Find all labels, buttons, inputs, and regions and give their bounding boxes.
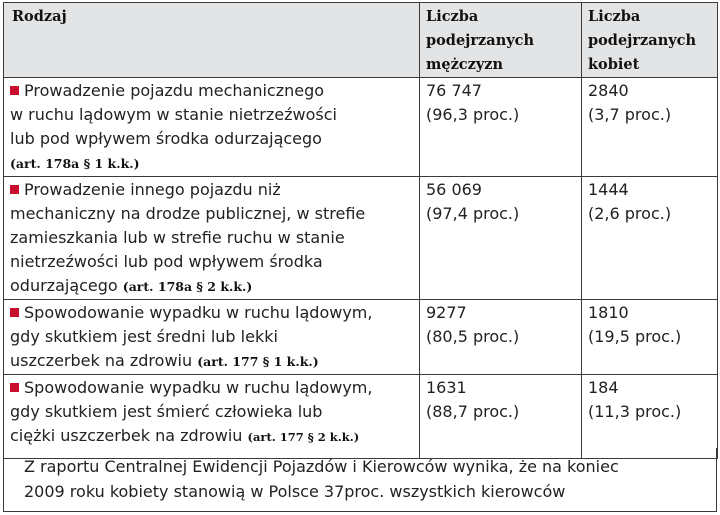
women-cell	[582, 375, 718, 459]
footnote	[3, 448, 717, 512]
bullet-marker	[10, 86, 19, 95]
women-count: 2840	[588, 81, 629, 100]
men-cell	[420, 78, 582, 177]
men-count: 76 747	[426, 81, 482, 100]
footnote-line: Z raportu Centralnej Ewidencji Pojazdów i Kierowców wynika, że na koniec	[24, 457, 619, 476]
header-row	[4, 3, 718, 78]
law-reference: (art. 177 § 1 k.k.)	[197, 354, 319, 369]
bullet-marker	[10, 185, 19, 194]
women-count: 184	[588, 378, 619, 397]
table-row	[4, 78, 718, 177]
women-percent: (3,7 proc.)	[588, 105, 672, 124]
offense-description: Spowodowanie wypadku w ruchu lądowym, gdy skutkiem jest śmierć człowieka lub ciężki uszczerbek na zdrowiu (art. 177 § 2 k.k.)	[4, 375, 420, 459]
men-percent: (88,7 proc.)	[426, 402, 520, 421]
law-reference: (art. 178a § 1 k.k.)	[10, 156, 140, 171]
header-women: Liczba podejrzanych kobiet	[582, 3, 718, 78]
women-percent: (19,5 proc.)	[588, 327, 682, 346]
men-count: 1631	[426, 378, 467, 397]
footnote-line: 2009 roku kobiety stanowią w Polsce 37proc. wszystkich kierowców	[24, 482, 566, 501]
offense-description: Prowadzenie pojazdu mechanicznego w ruchu lądowym w stanie nietrzeźwości lub pod wpływem środka odurzającego (art. 178a § 1 k.k.)	[4, 78, 420, 177]
women-cell	[582, 300, 718, 375]
header-men: Liczba podejrzanych mężczyzn	[420, 3, 582, 78]
offense-description: Prowadzenie innego pojazdu niż mechaniczny na drodze publicznej, w strefie zamieszkania lub w strefie ruchu w stanie nietrzeźwości lub pod wpływem środka odurzającego (art. 178a § 2 k.k.)	[4, 177, 420, 300]
men-percent: (80,5 proc.)	[426, 327, 520, 346]
men-count: 9277	[426, 303, 467, 322]
table-row	[4, 375, 718, 459]
men-percent: (96,3 proc.)	[426, 105, 520, 124]
men-cell	[420, 300, 582, 375]
men-cell	[420, 177, 582, 300]
men-count: 56 069	[426, 180, 482, 199]
women-cell	[582, 177, 718, 300]
bullet-marker	[10, 308, 19, 317]
women-count: 1810	[588, 303, 629, 322]
men-cell	[420, 375, 582, 459]
men-percent: (97,4 proc.)	[426, 204, 520, 223]
statistics-table	[3, 2, 718, 459]
offense-description: Spowodowanie wypadku w ruchu lądowym, gdy skutkiem jest średni lub lekki uszczerbek na zdrowiu (art. 177 § 1 k.k.)	[4, 300, 420, 375]
law-reference: (art. 177 § 2 k.k.)	[247, 430, 360, 444]
women-count: 1444	[588, 180, 629, 199]
women-percent: (2,6 proc.)	[588, 204, 672, 223]
table-row	[4, 300, 718, 375]
table-row	[4, 177, 718, 300]
bullet-marker	[10, 383, 19, 392]
women-cell	[582, 78, 718, 177]
law-reference: (art. 178a § 2 k.k.)	[122, 279, 253, 294]
header-type: Rodzaj	[4, 3, 420, 78]
women-percent: (11,3 proc.)	[588, 402, 682, 421]
